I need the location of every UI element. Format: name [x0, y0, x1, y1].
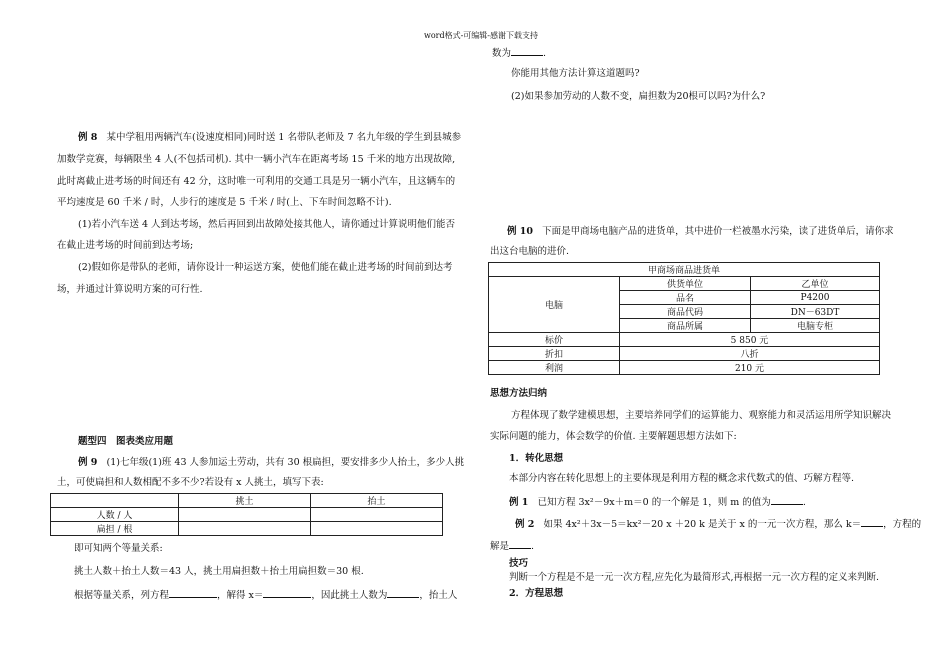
right-top-line-2: 你能用其他方法计算这道题吗? — [511, 68, 640, 79]
example-8-line-8: 场，并通过计算说明方案的可行性. — [57, 284, 203, 295]
table-row — [489, 361, 880, 375]
summary-h1-text: 本部分内容在转化思想上的主要体现是利用方程的概念求代数式的值、巧解方程等. — [509, 473, 855, 484]
example-9-table — [50, 493, 443, 536]
table-cell — [51, 494, 179, 508]
summary-title: 思想方法归纳 — [490, 388, 548, 399]
table-cell: 5 850 元 — [620, 333, 880, 347]
summary-example-2-line-2: 解是 . — [490, 541, 535, 552]
example-9-equation-line: 根据等量关系，列方程 ，解得 x＝ ，因此挑土人数为 ，抬土人 — [74, 590, 458, 601]
table-cell: 八折 — [620, 347, 880, 361]
table-title: 甲商场商品进货单 — [489, 263, 880, 277]
table-cell-input[interactable] — [311, 508, 443, 522]
table-cell-input[interactable] — [311, 522, 443, 536]
example-8-line-2: 加数学竞赛，每辆限坐 4 人(不包括司机). 其中一辆小汽车在距离考场 15 千米的地方出现故障, — [57, 154, 456, 165]
m-value-blank[interactable] — [771, 495, 803, 505]
summary-heading-1: 1．转化思想 — [509, 453, 564, 464]
table-row — [51, 508, 443, 522]
table-cell: 挑土 — [179, 494, 311, 508]
table-cell: 乙单位 — [751, 277, 880, 291]
table-cell-input[interactable] — [179, 508, 311, 522]
summary-example-1: 例 1 已知方程 3x²－9x＋m＝0 的一个解是 1，则 m 的值为 . — [509, 497, 806, 508]
table-cell: 电脑专柜 — [751, 319, 880, 333]
example-8-label: 例 8 — [78, 132, 98, 143]
example-9-relation: 挑土人数＋抬土人数＝43 人，挑土用扁担数＋抬土用扁担数＝30 根. — [74, 566, 364, 577]
table-cell: 折扣 — [489, 347, 620, 361]
summary-para-1: 方程体现了数学建模思想，主要培养同学们的运算能力、观察能力和灵活运用所学知识解决 — [511, 410, 892, 421]
example-9-line-2: 土，可使扁担和人数相配不多不少?若设有 x 人挑土，填写下表: — [57, 477, 324, 488]
product-cell: 电脑 — [489, 277, 620, 333]
table-row — [489, 277, 880, 291]
table-cell-input[interactable] — [179, 522, 311, 536]
example-9-label: 例 9 — [78, 457, 98, 468]
example-8-line-5: (1)若小汽车送 4 人到达考场，然后再回到出故障处接其他人，请你通过计算说明他们能否 — [78, 219, 456, 230]
summary-example-2: 例 2 如果 4x²＋3x－5＝kx²－20 x ＋20 k 是关于 x 的一元一次方程，那么 k＝ ，方程的 — [515, 519, 922, 530]
example-10-line-2: 出这台电脑的进价. — [490, 246, 570, 257]
table-cell: 商品代码 — [620, 305, 751, 319]
carry-count-blank[interactable] — [387, 588, 419, 598]
example-10-label: 例 10 — [507, 226, 534, 237]
summary-example-2-label: 例 2 — [515, 519, 535, 530]
page-header: word格式-可编辑-感谢下载支持 — [424, 31, 539, 40]
table-cell: 供货单位 — [620, 277, 751, 291]
table-row — [489, 347, 880, 361]
example-8-line-1: 例 8 某中学租用两辆汽车(设速度相同)同时送 1 名带队老师及 7 名九年级的学生到县城参 — [78, 132, 462, 143]
summary-heading-2: 2．方程思想 — [509, 588, 564, 599]
table-row — [489, 333, 880, 347]
purchase-order-table — [488, 262, 880, 375]
solution-value-blank[interactable] — [509, 539, 531, 549]
right-top-line-3: (2)如果参加劳动的人数不变，扁担数为20根可以吗?为什么? — [511, 91, 766, 102]
summary-para-2: 实际问题的能力，体会数学的价值. 主要解题思想方法如下: — [490, 431, 737, 442]
table-cell: 品名 — [620, 291, 751, 305]
example-8-line-6: 在截止进考场的时间前到达考场; — [57, 240, 194, 251]
example-10-line-1: 例 10 下面是甲商场电脑产品的进货单，其中进价一栏被墨水污染，读了进货单后，请你求 — [507, 226, 894, 237]
table-header-row — [51, 494, 443, 508]
equation-blank[interactable] — [169, 588, 217, 598]
tip-label: 技巧 — [509, 558, 529, 569]
table-row — [51, 522, 443, 536]
table-cell: DN－63DT — [751, 305, 880, 319]
example-9-line-1: 例 9 (1)七年级(1)班 43 人参加运土劳动，共有 30 根扁担，要安排多少人抬土，多少人挑 — [78, 457, 465, 468]
table-cell: 抬土 — [311, 494, 443, 508]
summary-example-1-label: 例 1 — [509, 497, 529, 508]
table-cell: 210 元 — [620, 361, 880, 375]
table-cell: P4200 — [751, 291, 880, 305]
example-8-line-4: 平均速度是 60 千米 / 时，人步行的速度是 5 千米 / 时(上、下车时间忽略不计). — [57, 197, 392, 208]
table-cell: 商品所属 — [620, 319, 751, 333]
example-8-line-7: (2)假如你是带队的老师，请你设计一种运送方案，使他们能在截止进考场的时间前到达考 — [78, 262, 453, 273]
solution-blank[interactable] — [263, 588, 311, 598]
table-cell: 扁担 / 根 — [51, 522, 179, 536]
table-cell: 人数 / 人 — [51, 508, 179, 522]
example-9-relation-intro: 即可知两个等量关系: — [74, 543, 163, 554]
lift-count-blank[interactable] — [511, 46, 543, 56]
example-8-line-3: 此时离截止进考场的时间还有 42 分，这时唯一可利用的交通工具是另一辆小汽车，且这辆车的 — [57, 176, 456, 187]
tip-text: 判断一个方程是不是一元一次方程,应先化为最简形式,再根据一元一次方程的定义来判断. — [509, 572, 880, 583]
table-cell: 利润 — [489, 361, 620, 375]
table-title-row — [489, 263, 880, 277]
k-value-blank[interactable] — [861, 517, 883, 527]
section-title-type-4: 题型四 图表类应用题 — [78, 436, 174, 447]
table-cell: 标价 — [489, 333, 620, 347]
right-top-line-1: 数为 . — [492, 48, 547, 59]
